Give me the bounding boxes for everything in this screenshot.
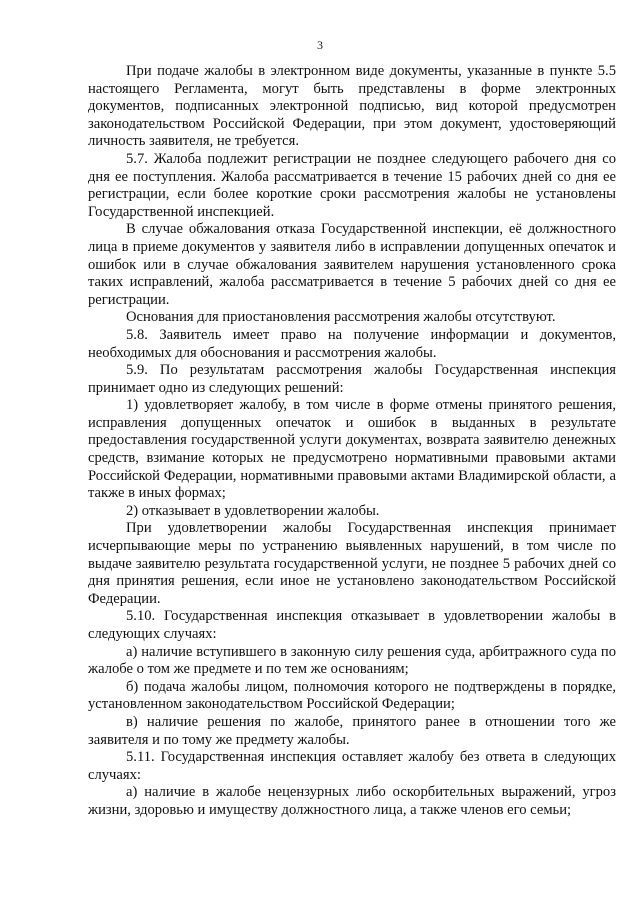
document-body — [88, 63, 616, 820]
paragraph-no-suspension: Основания для приостановления рассмотрения жалобы отсутствуют. — [126, 309, 556, 326]
page-number: 3 — [317, 38, 323, 52]
paragraph-5-10: 5.10. Государственная инспекция отказывает в удовлетворении жалобы в следующих случаях: — [88, 608, 616, 642]
list-item-5-10-v: в) наличие решения по жалобе, принятого ранее в отношении того же заявителя и по тому же предмету жалобы. — [88, 713, 616, 748]
list-item-5-10-a: а) наличие вступившего в законную силу решения суда, арбитражного суда по жалобе о том же предмете и по тем же основаниям; — [88, 643, 616, 678]
list-item-5-11-a: а) наличие в жалобе нецензурных либо оскорбительных выражений, угроз жизни, здоровью и имуществу должностного лица, а также членов его семьи; — [88, 784, 616, 818]
list-item-5-9-1: 1) удовлетворяет жалобу, в том числе в форме отмены принятого решения, исправления допущенных опечаток и ошибок в выданных в результате предоставления государственной услуги документах, возврата заявителю денежных средств, взимание которых не предусмотрено нормативными правовыми актами Российской Федерации, нормативными правовыми актами Владимирской области, а также в иных формах; — [88, 397, 616, 502]
paragraph-appeal-refusal: В случае обжалования отказа Государственной инспекции, её должностного лица в приеме документов у заявителя либо в исправлении допущенных опечаток и ошибок или в случае обжалования заявителем нарушения установленного срока таких исправлений, жалоба рассматривается в течение 5 рабочих дней со дня ее регистрации. — [88, 221, 616, 308]
paragraph-satisfaction-measures: При удовлетворении жалобы Государственная инспекция принимает исчерпывающие меры по устранению выявленных нарушений, в том числе по выдаче заявителю результата государственной услуги, не позднее 5 рабочих дней со дня принятия решения, если иное не установлено законодательством Российской Федерации. — [88, 520, 616, 607]
paragraph-5-7: 5.7. Жалоба подлежит регистрации не позднее следующего рабочего дня со дня ее поступления. Жалоба рассматривается в течение 15 рабочих дней со дня ее регистрации, если более короткие сроки рассмотрения жалобы не установлены Государственной инспекцией. — [88, 150, 616, 220]
list-item-5-10-b: б) подача жалобы лицом, полномочия которого не подтверждены в порядке, установленном законодательством Российской Федерации; — [88, 678, 616, 713]
list-item-5-9-2: 2) отказывает в удовлетворении жалобы. — [126, 502, 380, 519]
paragraph-5-11: 5.11. Государственная инспекция оставляет жалобу без ответа в следующих случаях: — [88, 749, 616, 783]
paragraph-electronic-submission: При подаче жалобы в электронном виде документы, указанные в пункте 5.5 настоящего Регламента, могут быть представлены в форме электронных документов, подписанных электронной подписью, вид которой предусмотрен законодательством Российской Федерации, при этом документ, удостоверяющий личность заявителя, не требуется. — [88, 63, 616, 150]
paragraph-5-8: 5.8. Заявитель имеет право на получение информации и документов, необходимых для обоснования и рассмотрения жалобы. — [88, 326, 616, 361]
paragraph-5-9: 5.9. По результатам рассмотрения жалобы Государственная инспекция принимает одно из следующих решений: — [88, 362, 616, 396]
